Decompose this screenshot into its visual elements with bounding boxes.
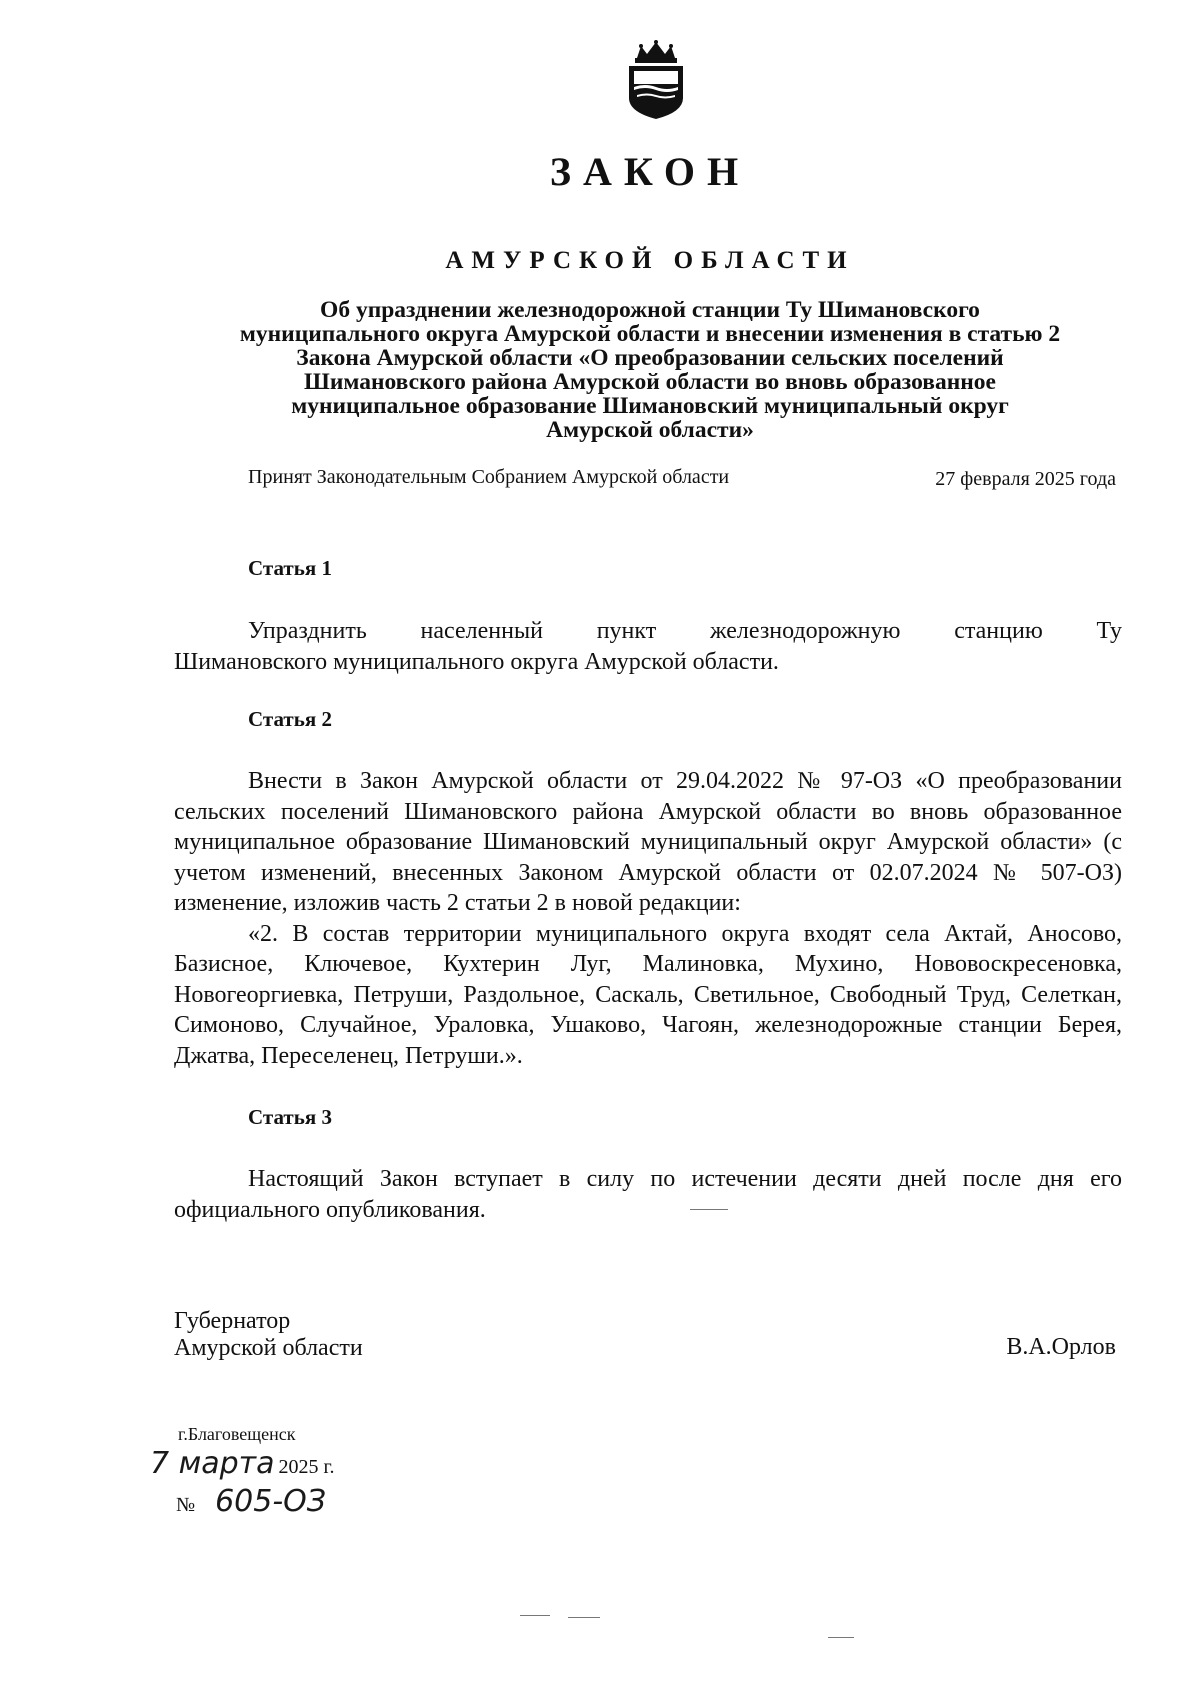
- governor-position-line: Амурской области: [174, 1335, 363, 1361]
- number-sign: №: [176, 1494, 196, 1516]
- handwritten-number: 605-ОЗ: [215, 1484, 327, 1519]
- article-3-paragraph: Настоящий Закон вступает в силу по истечении десяти дней после дня его официального опубликования.: [174, 1166, 1122, 1223]
- law-name-line: муниципального округа Амурской области и внесении изменения в статью 2: [239, 321, 1061, 347]
- article-2-quote: «2. В состав территории муниципального округа входят села Актай, Аносово, Базисное, Ключевое, Кухтерин Луг, Малиновка, Мухино, Нововоскресеновка, Новогеоргиевка, Петруши, Раздольное, Саскаль, Светильное, Свободный Труд, Селеткан, Симоново, Случайное, Ураловка, Ушаково, Чагоян, железнодорожные станции Берея, Джатва, Переселенец, Петруши.».: [174, 920, 1122, 1069]
- document-title: ЗАКОН: [549, 149, 751, 194]
- law-name-line: Закона Амурской области «О преобразовании сельских поселений: [296, 345, 1004, 371]
- governor-position: [174, 1308, 363, 1362]
- signing-year: 2025 г.: [278, 1456, 335, 1478]
- adoption-text: Принят Законодательным Собранием Амурской области: [248, 466, 730, 488]
- document-subtitle: АМУРСКОЙ ОБЛАСТИ: [445, 247, 855, 274]
- article-2-heading: Статья 2: [248, 707, 332, 731]
- law-name-line: Шимановского района Амурской области во вновь образованное: [304, 369, 996, 395]
- governor-position-line: Губернатор: [174, 1308, 291, 1334]
- law-name-line: Амурской области»: [546, 417, 754, 443]
- law-name: [170, 298, 1130, 442]
- article-2-text: [174, 766, 1122, 1071]
- place-of-signing: г.Благовещенск: [178, 1424, 296, 1444]
- article-1-line: Шимановского муниципального округа Амурской области.: [174, 648, 779, 675]
- handwritten-date: 7 марта: [150, 1446, 275, 1481]
- scan-mark: [828, 1637, 854, 1638]
- article-3-text: [174, 1164, 1122, 1225]
- article-2-intro: Внести в Закон Амурской области от 29.04.2022 № 97-ОЗ «О преобразовании сельских поселений Шимановского района Амурской области во вновь образованное муниципальное образование Шимановский муниципальный округ Амурской области» (с учетом изменений, внесенных Законом Амурской области от 02.07.2024 № 507-ОЗ) изменение, изложив часть 2 статьи 2 в новой редакции:: [174, 768, 1122, 916]
- scan-mark: [520, 1615, 550, 1616]
- law-name-line: Об упразднении железнодорожной станции Ту Шимановского: [320, 297, 980, 323]
- coat-of-arms-icon: [623, 40, 689, 120]
- law-name-line: муниципальное образование Шимановский муниципальный округ: [291, 393, 1009, 419]
- scan-mark: [568, 1617, 600, 1618]
- article-1-line: Упразднить населенный пункт железнодорожную станцию Ту: [248, 618, 1122, 644]
- signing-date: [150, 1446, 410, 1486]
- article-1-heading: Статья 1: [248, 556, 332, 580]
- article-3-heading: Статья 3: [248, 1105, 332, 1129]
- article-1-text: [174, 616, 1122, 677]
- adoption-date: 27 февраля 2025 года: [935, 468, 1116, 490]
- law-number: [176, 1484, 396, 1524]
- governor-name: В.А.Орлов: [1006, 1334, 1116, 1360]
- scan-mark: [690, 1209, 728, 1210]
